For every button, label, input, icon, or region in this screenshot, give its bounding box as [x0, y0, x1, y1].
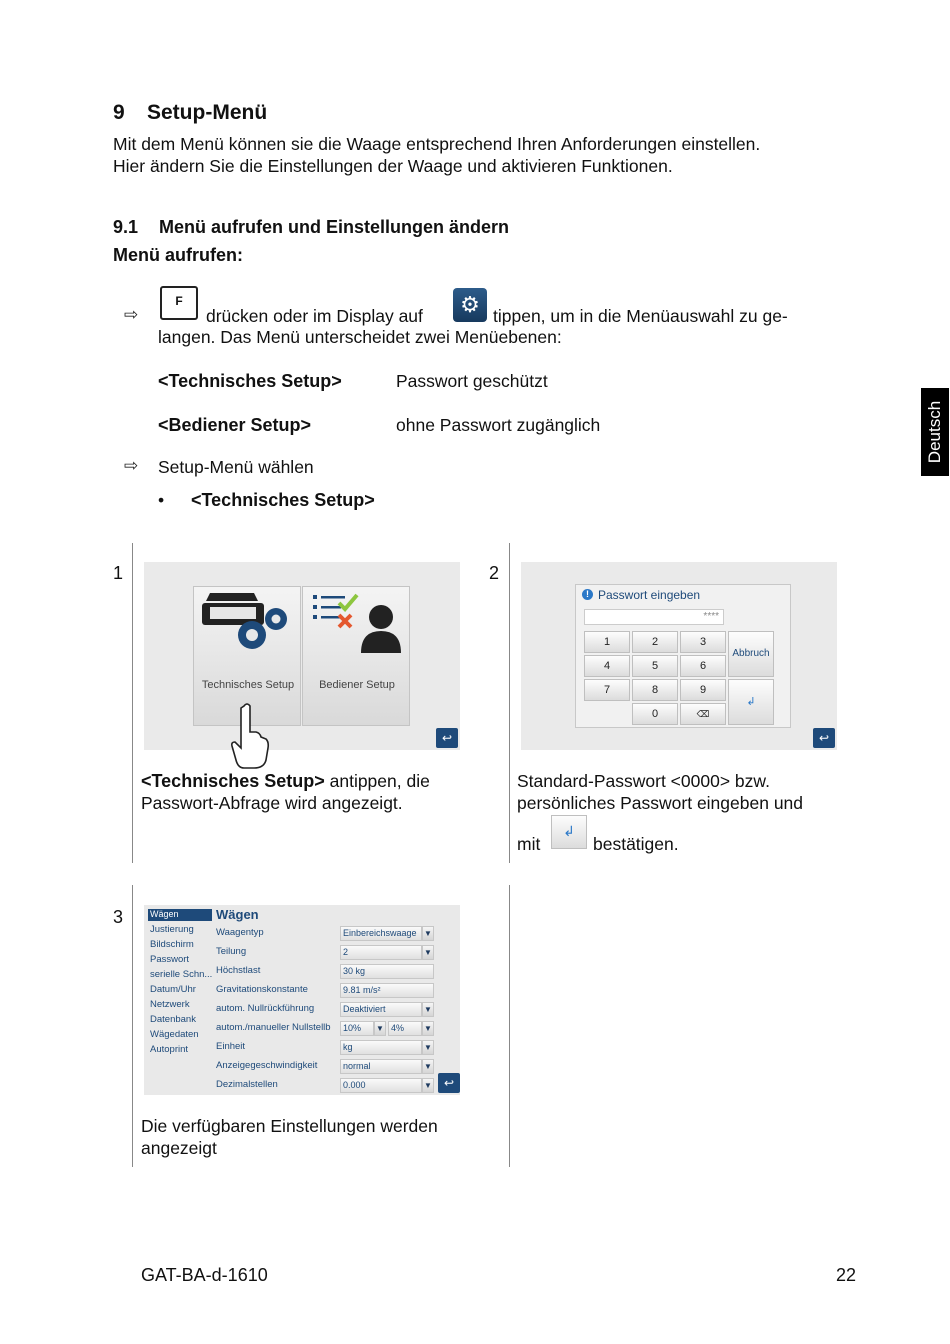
step-b-text: Setup-Menü wählen — [158, 457, 314, 477]
divider — [132, 543, 133, 863]
key-5[interactable]: 5 — [632, 655, 678, 677]
key-7[interactable]: 7 — [584, 679, 630, 701]
key-9[interactable]: 9 — [680, 679, 726, 701]
step-2-caption-1: Standard-Passwort <0000> bzw. — [517, 771, 770, 791]
setting-value-2[interactable]: 4% — [388, 1021, 422, 1036]
hand-pointer-icon — [230, 702, 270, 772]
gear-icon: ⚙ — [453, 288, 487, 322]
key-8[interactable]: 8 — [632, 679, 678, 701]
intro-line-2: Hier ändern Sie die Einstellungen der Waage und aktivieren Funktionen. — [113, 156, 673, 176]
dropdown-arrow-icon[interactable]: ▼ — [422, 945, 434, 960]
key-0[interactable]: 0 — [632, 703, 678, 725]
menu-item[interactable]: Wägen — [150, 909, 179, 919]
step-number-2: 2 — [489, 563, 500, 583]
menu-item[interactable]: Justierung — [150, 924, 194, 935]
step-2-caption-confirm: bestätigen. — [593, 834, 679, 854]
section-number: 9 — [113, 101, 125, 124]
dialog-title: Passwort eingeben — [598, 588, 701, 602]
step-a-text-1: drücken oder im Display auf — [206, 306, 423, 326]
setting-label: autom./manueller Nullstellb — [216, 1022, 331, 1033]
dropdown-arrow-icon[interactable]: ▼ — [422, 1059, 434, 1074]
back-icon[interactable]: ↩ — [438, 1073, 460, 1093]
section-heading — [113, 101, 267, 125]
level-name-technisch: <Technisches Setup> — [158, 371, 342, 391]
bullet-icon: • — [158, 490, 165, 510]
backspace-button[interactable]: ⌫ — [680, 703, 726, 725]
back-icon[interactable]: ↩ — [436, 728, 458, 748]
back-icon[interactable]: ↩ — [813, 728, 835, 748]
footer-doc-id: GAT-BA-d-1610 — [141, 1265, 268, 1285]
section-title: Setup-Menü — [147, 101, 268, 124]
setting-value[interactable]: 2 — [340, 945, 422, 960]
menu-item[interactable]: Bildschirm — [150, 939, 194, 950]
screenshot-password-dialog — [521, 562, 837, 750]
cancel-button[interactable]: Abbruch — [728, 631, 774, 677]
screenshot-settings-menu — [144, 905, 460, 1095]
language-tab-label: Deutsch — [925, 400, 944, 464]
divider — [509, 543, 510, 863]
step-2-caption-2: persönliches Passwort eingeben und — [517, 793, 804, 813]
info-icon: ! — [582, 589, 593, 600]
language-tab — [921, 388, 949, 476]
menu-item[interactable]: serielle Schn... — [150, 969, 213, 980]
setting-value[interactable]: 30 kg — [340, 964, 434, 979]
key-6[interactable]: 6 — [680, 655, 726, 677]
dropdown-arrow-icon[interactable]: ▼ — [422, 926, 434, 941]
f-key-icon: F — [160, 286, 198, 320]
step-2-caption-mit: mit — [517, 834, 541, 854]
dropdown-arrow-icon[interactable]: ▼ — [374, 1021, 386, 1036]
step-number-1: 1 — [113, 563, 124, 583]
bullet-text: <Technisches Setup> — [191, 490, 375, 510]
dropdown-arrow-icon[interactable]: ▼ — [422, 1040, 434, 1055]
dropdown-arrow-icon[interactable]: ▼ — [422, 1002, 434, 1017]
level-desc-technisch: Passwort geschützt — [396, 371, 548, 391]
step-a-line-2: langen. Das Menü unterscheidet zwei Menüebenen: — [158, 327, 562, 347]
step-number-3: 3 — [113, 907, 124, 927]
step-3-caption-1: Die verfügbaren Einstellungen werden — [141, 1116, 438, 1136]
subsection-number: 9.1 — [113, 217, 139, 237]
arrow-icon: ⇨ — [124, 456, 139, 475]
setting-label: Einheit — [216, 1041, 246, 1052]
setting-value[interactable]: 9.81 m/s² — [340, 983, 434, 998]
menu-item[interactable]: Netzwerk — [150, 999, 190, 1010]
setting-label: autom. Nullrückführung — [216, 1003, 315, 1014]
setting-label: Anzeigegeschwindigkeit — [216, 1060, 318, 1071]
screenshot-setup-selection — [144, 562, 460, 750]
menu-item[interactable]: Datenbank — [150, 1014, 196, 1025]
setting-value[interactable]: 10% — [340, 1021, 374, 1036]
setting-value[interactable]: normal — [340, 1059, 422, 1074]
panel-title: Wägen — [216, 907, 259, 922]
subheading: Menü aufrufen: — [113, 245, 243, 265]
footer-page-number: 22 — [836, 1265, 857, 1285]
key-1[interactable]: 1 — [584, 631, 630, 653]
step-1-caption-2: Passwort-Abfrage wird angezeigt. — [141, 793, 403, 813]
menu-item[interactable]: Wägedaten — [150, 1029, 199, 1040]
user-checklist-icon — [309, 589, 405, 657]
scale-gear-icon — [200, 589, 296, 657]
step-3-caption-2: angezeigt — [141, 1138, 217, 1158]
level-desc-bediener: ohne Passwort zugänglich — [396, 415, 601, 435]
key-4[interactable]: 4 — [584, 655, 630, 677]
caption-rest: antippen, die — [324, 771, 430, 791]
key-2[interactable]: 2 — [632, 631, 678, 653]
setting-label: Gravitationskonstante — [216, 984, 308, 995]
setting-value[interactable]: 0.000 — [340, 1078, 422, 1093]
setting-value[interactable]: Einbereichswaage — [340, 926, 422, 941]
key-3[interactable]: 3 — [680, 631, 726, 653]
intro-line-1: Mit dem Menü können sie die Waage entsprechend Ihren Anforderungen einstellen. — [113, 134, 761, 154]
tile-label: Bediener Setup — [319, 679, 395, 691]
level-name-bediener: <Bediener Setup> — [158, 415, 312, 435]
menu-item[interactable]: Passwort — [150, 954, 190, 965]
password-input[interactable]: **** — [584, 609, 724, 625]
divider — [132, 885, 133, 1167]
menu-item[interactable]: Datum/Uhr — [150, 984, 196, 995]
setting-label: Teilung — [216, 946, 247, 957]
dropdown-arrow-icon[interactable]: ▼ — [422, 1021, 434, 1036]
subsection-title: Menü aufrufen und Einstellungen ändern — [159, 217, 510, 237]
menu-item[interactable]: Autoprint — [150, 1044, 189, 1055]
enter-icon: ↲ — [551, 815, 587, 849]
password-dialog — [575, 584, 791, 728]
arrow-icon: ⇨ — [124, 305, 139, 324]
setting-value[interactable]: kg — [340, 1040, 422, 1055]
setting-label: Dezimalstellen — [216, 1079, 278, 1090]
step-a-text-2: tippen, um in die Menüauswahl zu ge- — [493, 306, 788, 326]
tile-bediener-setup[interactable] — [302, 586, 410, 726]
tile-label: Technisches Setup — [201, 679, 295, 691]
divider — [509, 885, 510, 1167]
setting-label: Höchstlast — [216, 965, 261, 976]
subsection-heading — [113, 217, 509, 238]
setting-value[interactable]: Deaktiviert — [340, 1002, 422, 1017]
dropdown-arrow-icon[interactable]: ▼ — [422, 1078, 434, 1093]
enter-button[interactable]: ↲ — [728, 679, 774, 725]
caption-bold: <Technisches Setup> — [141, 771, 325, 791]
setting-label: Waagentyp — [216, 927, 264, 938]
step-1-caption-1 — [141, 770, 430, 792]
